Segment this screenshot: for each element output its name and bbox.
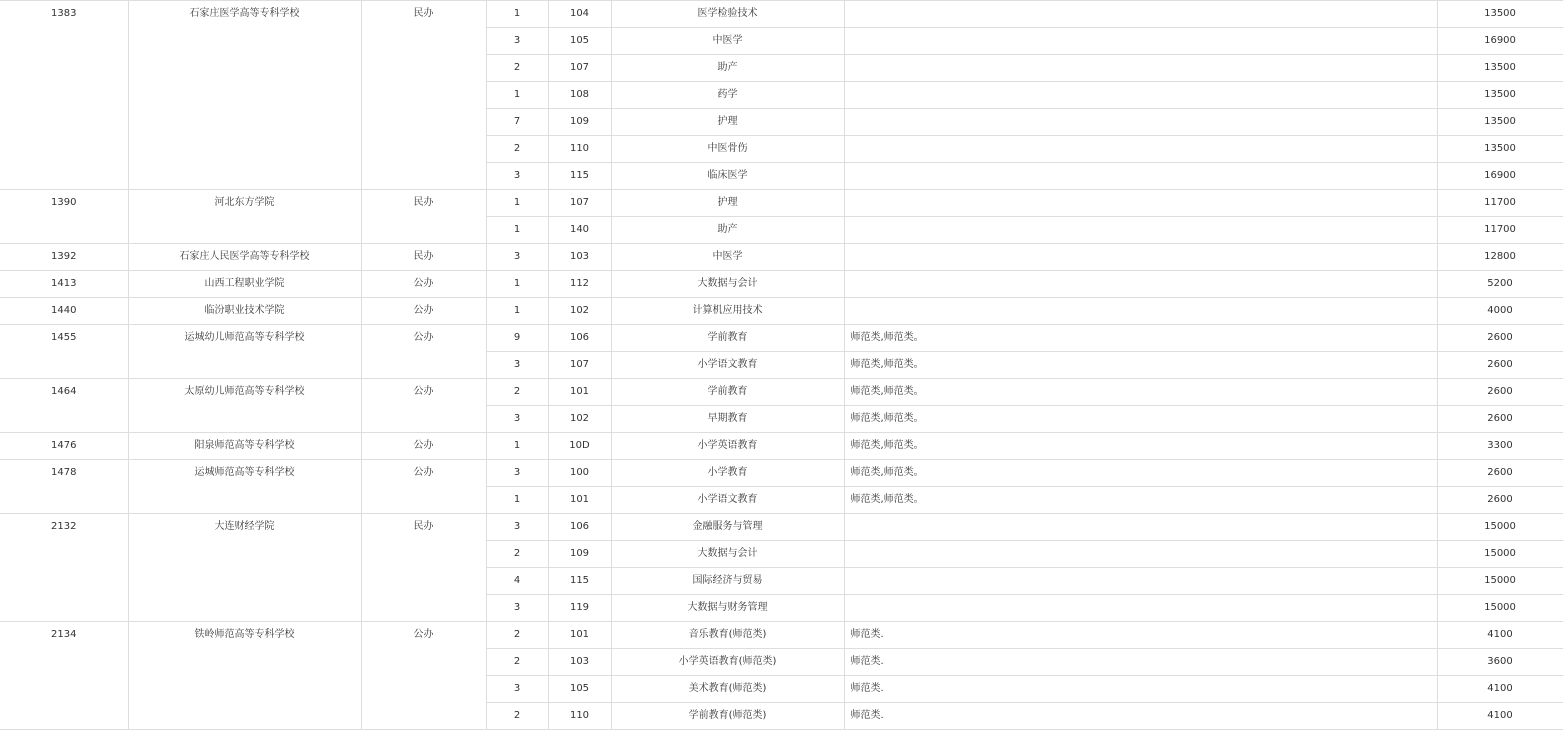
school-name-cell: 运城师范高等专科学校 [128,460,361,514]
table-row [0,622,1563,649]
major-name-cell: 临床医学 [611,163,844,190]
major-note-cell: 师范类,师范类。 [844,460,1437,487]
plan-count-cell: 3 [486,244,548,271]
major-note-cell: 师范类. [844,676,1437,703]
school-type-cell: 民办 [361,244,486,271]
major-name-cell: 护理 [611,109,844,136]
tuition-fee-cell: 3600 [1437,649,1563,676]
major-note-cell: 师范类,师范类。 [844,487,1437,514]
plan-count-cell: 9 [486,325,548,352]
major-name-cell: 计算机应用技术 [611,298,844,325]
table-body [0,1,1563,730]
major-code-cell: 119 [548,595,611,622]
tuition-fee-cell: 3300 [1437,433,1563,460]
school-code-cell: 1455 [0,325,128,379]
major-name-cell: 大数据与会计 [611,271,844,298]
tuition-fee-cell: 2600 [1437,379,1563,406]
major-note-cell: 师范类,师范类。 [844,433,1437,460]
school-name-cell: 河北东方学院 [128,190,361,244]
major-name-cell: 学前教育 [611,325,844,352]
plan-count-cell: 2 [486,55,548,82]
school-code-cell: 1440 [0,298,128,325]
major-note-cell [844,55,1437,82]
plan-count-cell: 1 [486,1,548,28]
school-type-cell: 民办 [361,1,486,190]
tuition-fee-cell: 15000 [1437,568,1563,595]
major-name-cell: 大数据与财务管理 [611,595,844,622]
school-code-cell: 1390 [0,190,128,244]
major-code-cell: 110 [548,703,611,730]
major-note-cell [844,190,1437,217]
table-row [0,433,1563,460]
tuition-fee-cell: 2600 [1437,352,1563,379]
tuition-fee-cell: 2600 [1437,460,1563,487]
major-note-cell [844,271,1437,298]
plan-count-cell: 1 [486,433,548,460]
major-code-cell: 107 [548,352,611,379]
table-row [0,190,1563,217]
plan-count-cell: 2 [486,649,548,676]
major-note-cell [844,244,1437,271]
major-name-cell: 医学检验技术 [611,1,844,28]
major-name-cell: 小学英语教育 [611,433,844,460]
tuition-fee-cell: 16900 [1437,163,1563,190]
major-name-cell: 药学 [611,82,844,109]
major-code-cell: 110 [548,136,611,163]
major-note-cell [844,217,1437,244]
plan-count-cell: 3 [486,28,548,55]
school-name-cell: 石家庄人民医学高等专科学校 [128,244,361,271]
plan-count-cell: 2 [486,379,548,406]
school-type-cell: 公办 [361,433,486,460]
table-row [0,298,1563,325]
plan-count-cell: 1 [486,487,548,514]
tuition-fee-cell: 4000 [1437,298,1563,325]
tuition-fee-cell: 13500 [1437,1,1563,28]
school-type-cell: 公办 [361,271,486,298]
major-code-cell: 115 [548,568,611,595]
major-code-cell: 112 [548,271,611,298]
major-code-cell: 106 [548,325,611,352]
major-note-cell [844,541,1437,568]
major-name-cell: 中医学 [611,244,844,271]
major-note-cell [844,514,1437,541]
table-row [0,379,1563,406]
major-code-cell: 102 [548,406,611,433]
major-code-cell: 103 [548,649,611,676]
school-type-cell: 公办 [361,298,486,325]
major-code-cell: 100 [548,460,611,487]
school-code-cell: 2132 [0,514,128,622]
tuition-fee-cell: 13500 [1437,55,1563,82]
plan-count-cell: 1 [486,298,548,325]
major-code-cell: 101 [548,487,611,514]
school-name-cell: 太原幼儿师范高等专科学校 [128,379,361,433]
major-code-cell: 105 [548,28,611,55]
school-name-cell: 运城幼儿师范高等专科学校 [128,325,361,379]
tuition-fee-cell: 12800 [1437,244,1563,271]
major-code-cell: 102 [548,298,611,325]
major-name-cell: 中医骨伤 [611,136,844,163]
plan-count-cell: 4 [486,568,548,595]
table-row [0,325,1563,352]
major-code-cell: 107 [548,55,611,82]
tuition-fee-cell: 4100 [1437,622,1563,649]
major-code-cell: 101 [548,622,611,649]
major-note-cell [844,298,1437,325]
tuition-fee-cell: 13500 [1437,136,1563,163]
school-name-cell: 铁岭师范高等专科学校 [128,622,361,730]
plan-count-cell: 1 [486,190,548,217]
school-name-cell: 大连财经学院 [128,514,361,622]
major-name-cell: 美术教育(师范类) [611,676,844,703]
major-note-cell [844,163,1437,190]
school-name-cell: 阳泉师范高等专科学校 [128,433,361,460]
school-code-cell: 1383 [0,1,128,190]
plan-count-cell: 1 [486,217,548,244]
major-note-cell: 师范类. [844,649,1437,676]
tuition-fee-cell: 5200 [1437,271,1563,298]
plan-count-cell: 3 [486,460,548,487]
plan-count-cell: 2 [486,541,548,568]
major-note-cell: 师范类. [844,622,1437,649]
tuition-fee-cell: 13500 [1437,109,1563,136]
plan-count-cell: 2 [486,622,548,649]
school-name-cell: 石家庄医学高等专科学校 [128,1,361,190]
major-name-cell: 中医学 [611,28,844,55]
tuition-fee-cell: 15000 [1437,514,1563,541]
plan-count-cell: 3 [486,595,548,622]
tuition-fee-cell: 11700 [1437,217,1563,244]
school-type-cell: 公办 [361,325,486,379]
tuition-fee-cell: 16900 [1437,28,1563,55]
major-code-cell: 104 [548,1,611,28]
major-name-cell: 早期教育 [611,406,844,433]
major-code-cell: 108 [548,82,611,109]
major-code-cell: 106 [548,514,611,541]
tuition-fee-cell: 2600 [1437,406,1563,433]
tuition-fee-cell: 13500 [1437,82,1563,109]
major-name-cell: 助产 [611,217,844,244]
major-name-cell: 小学语文教育 [611,487,844,514]
school-type-cell: 公办 [361,622,486,730]
school-name-cell: 临汾职业技术学院 [128,298,361,325]
major-code-cell: 107 [548,190,611,217]
school-code-cell: 1478 [0,460,128,514]
plan-count-cell: 3 [486,406,548,433]
plan-count-cell: 3 [486,676,548,703]
school-code-cell: 1464 [0,379,128,433]
tuition-fee-cell: 4100 [1437,703,1563,730]
major-name-cell: 小学英语教育(师范类) [611,649,844,676]
plan-count-cell: 3 [486,163,548,190]
major-name-cell: 学前教育(师范类) [611,703,844,730]
table-row [0,460,1563,487]
major-name-cell: 小学教育 [611,460,844,487]
major-name-cell: 金融服务与管理 [611,514,844,541]
major-code-cell: 109 [548,109,611,136]
school-type-cell: 民办 [361,514,486,622]
school-code-cell: 2134 [0,622,128,730]
school-type-cell: 民办 [361,190,486,244]
table-row [0,1,1563,28]
tuition-fee-cell: 4100 [1437,676,1563,703]
major-note-cell: 师范类,师范类。 [844,379,1437,406]
table-row [0,514,1563,541]
tuition-fee-cell: 2600 [1437,487,1563,514]
major-code-cell: 101 [548,379,611,406]
major-code-cell: 109 [548,541,611,568]
major-note-cell [844,1,1437,28]
tuition-fee-cell: 15000 [1437,541,1563,568]
school-code-cell: 1392 [0,244,128,271]
major-note-cell [844,82,1437,109]
major-note-cell: 师范类,师范类。 [844,325,1437,352]
plan-count-cell: 1 [486,271,548,298]
major-note-cell: 师范类. [844,703,1437,730]
plan-count-cell: 7 [486,109,548,136]
plan-count-cell: 1 [486,82,548,109]
major-name-cell: 国际经济与贸易 [611,568,844,595]
table-row [0,271,1563,298]
major-code-cell: 115 [548,163,611,190]
plan-count-cell: 3 [486,514,548,541]
major-note-cell [844,595,1437,622]
major-name-cell: 大数据与会计 [611,541,844,568]
major-name-cell: 音乐教育(师范类) [611,622,844,649]
plan-count-cell: 3 [486,352,548,379]
school-code-cell: 1413 [0,271,128,298]
tuition-fee-cell: 15000 [1437,595,1563,622]
major-name-cell: 学前教育 [611,379,844,406]
table-row [0,244,1563,271]
plan-count-cell: 2 [486,136,548,163]
major-code-cell: 10D [548,433,611,460]
major-code-cell: 140 [548,217,611,244]
major-code-cell: 105 [548,676,611,703]
major-name-cell: 护理 [611,190,844,217]
school-name-cell: 山西工程职业学院 [128,271,361,298]
major-note-cell [844,28,1437,55]
school-type-cell: 公办 [361,460,486,514]
tuition-fee-cell: 11700 [1437,190,1563,217]
plan-count-cell: 2 [486,703,548,730]
major-note-cell [844,109,1437,136]
major-note-cell: 师范类,师范类。 [844,352,1437,379]
major-note-cell [844,568,1437,595]
tuition-fee-cell: 2600 [1437,325,1563,352]
major-code-cell: 103 [548,244,611,271]
major-note-cell [844,136,1437,163]
major-name-cell: 小学语文教育 [611,352,844,379]
major-name-cell: 助产 [611,55,844,82]
school-type-cell: 公办 [361,379,486,433]
school-code-cell: 1476 [0,433,128,460]
major-note-cell: 师范类,师范类。 [844,406,1437,433]
